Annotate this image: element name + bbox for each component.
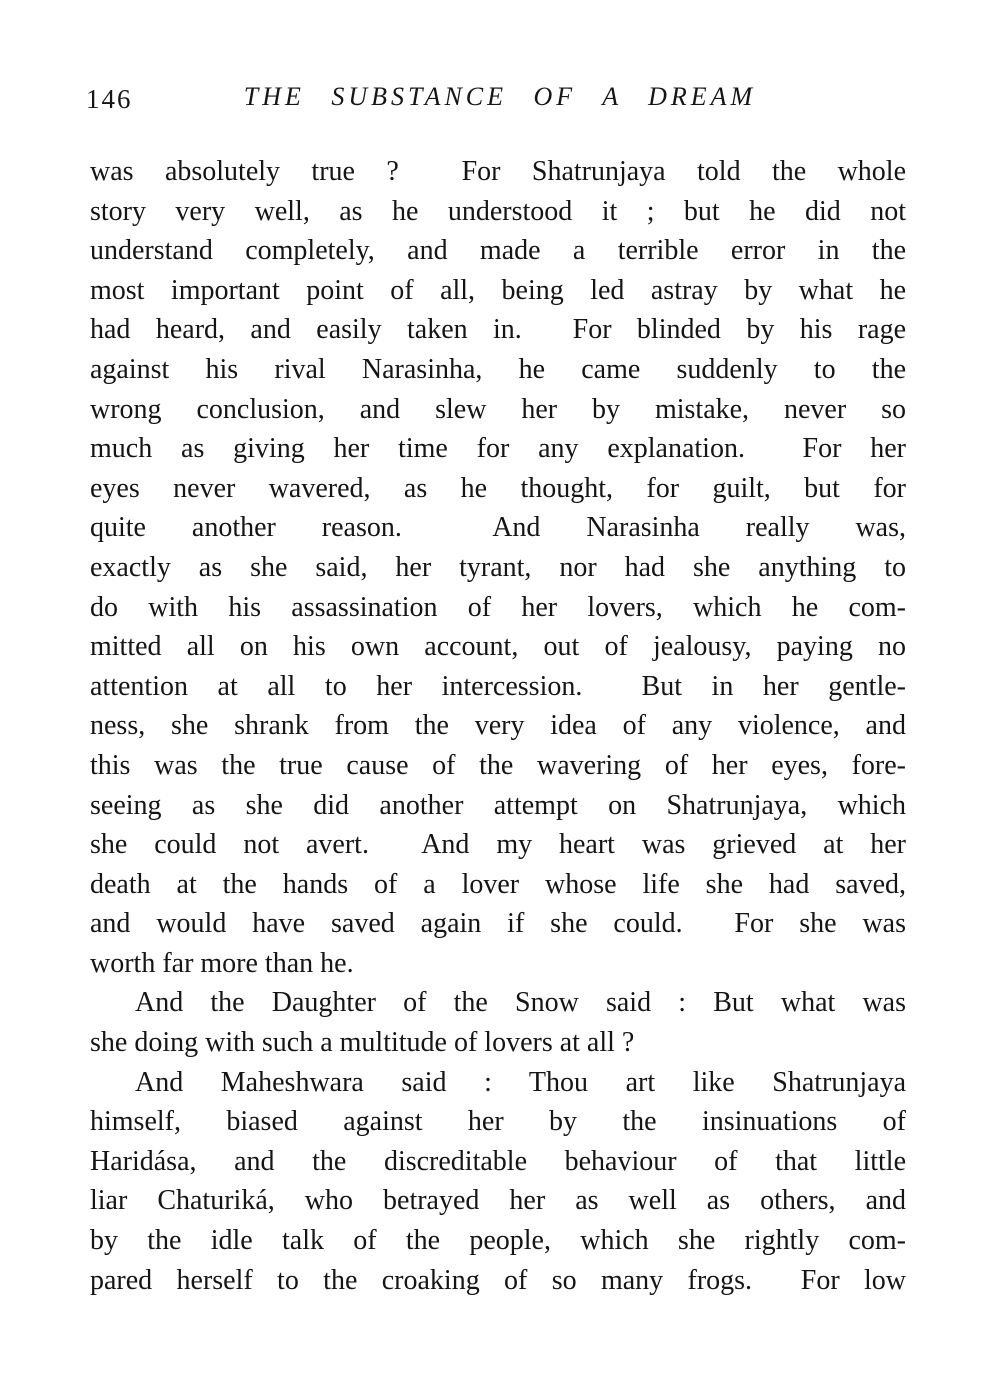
text-line: exactly as she said, her tyrant, nor had she anything to [90,551,906,583]
text-line: against his rival Narasinha, he came suddenly to the [90,353,906,385]
text-line: pared herself to the croaking of so many frogs. For low [90,1264,906,1296]
body-text [90,152,906,1300]
text-line: this was the true cause of the wavering of her eyes, fore- [90,749,906,781]
text-line: attention at all to her intercession. But in her gentle- [90,670,906,702]
text-line: story very well, as he understood it ; but he did not [90,195,906,227]
running-title: THE SUBSTANCE OF A DREAM [243,82,757,111]
text-line: understand completely, and made a terrible error in the [90,235,906,267]
text-line: And Maheshwara said : Thou art like Shatrunjaya [135,1066,906,1098]
text-line: wrong conclusion, and slew her by mistake, never so [90,393,906,425]
text-line: by the idle talk of the people, which she rightly com- [90,1225,906,1257]
text-line: death at the hands of a lover whose life she had saved, [90,868,906,900]
text-line: mitted all on his own account, out of jealousy, paying no [90,631,906,663]
text-line: seeing as she did another attempt on Shatrunjaya, which [90,789,906,821]
text-line: most important point of all, being led astray by what he [90,274,906,306]
text-line: ness, she shrank from the very idea of any violence, and [90,710,906,742]
text-line: much as giving her time for any explanation. For her [90,433,906,465]
text-line: do with his assassination of her lovers, which he com- [90,591,906,623]
text-line: had heard, and easily taken in. For blinded by his rage [90,314,906,346]
text-line: and would have saved again if she could. For she was [90,908,906,940]
text-line: eyes never wavered, as he thought, for guilt, but for [90,472,906,504]
text-line: And the Daughter of the Snow said : But what was [135,987,906,1019]
text-line: was absolutely true ? For Shatrunjaya told the whole [90,156,906,187]
text-line: Haridása, and the discreditable behaviour of that little [90,1145,906,1177]
text-line: liar Chaturiká, who betrayed her as well as others, and [90,1185,906,1217]
text-line: she could not avert. And my heart was grieved at her [90,829,906,861]
text-line: she doing with such a multitude of lovers at all ? [90,1027,635,1059]
text-line: himself, biased against her by the insinuations of [90,1106,906,1138]
page-number: 146 [86,84,133,114]
text-line: quite another reason. And Narasinha really was, [90,512,906,544]
page-header [0,82,1000,116]
text-line: worth far more than he. [90,947,354,979]
